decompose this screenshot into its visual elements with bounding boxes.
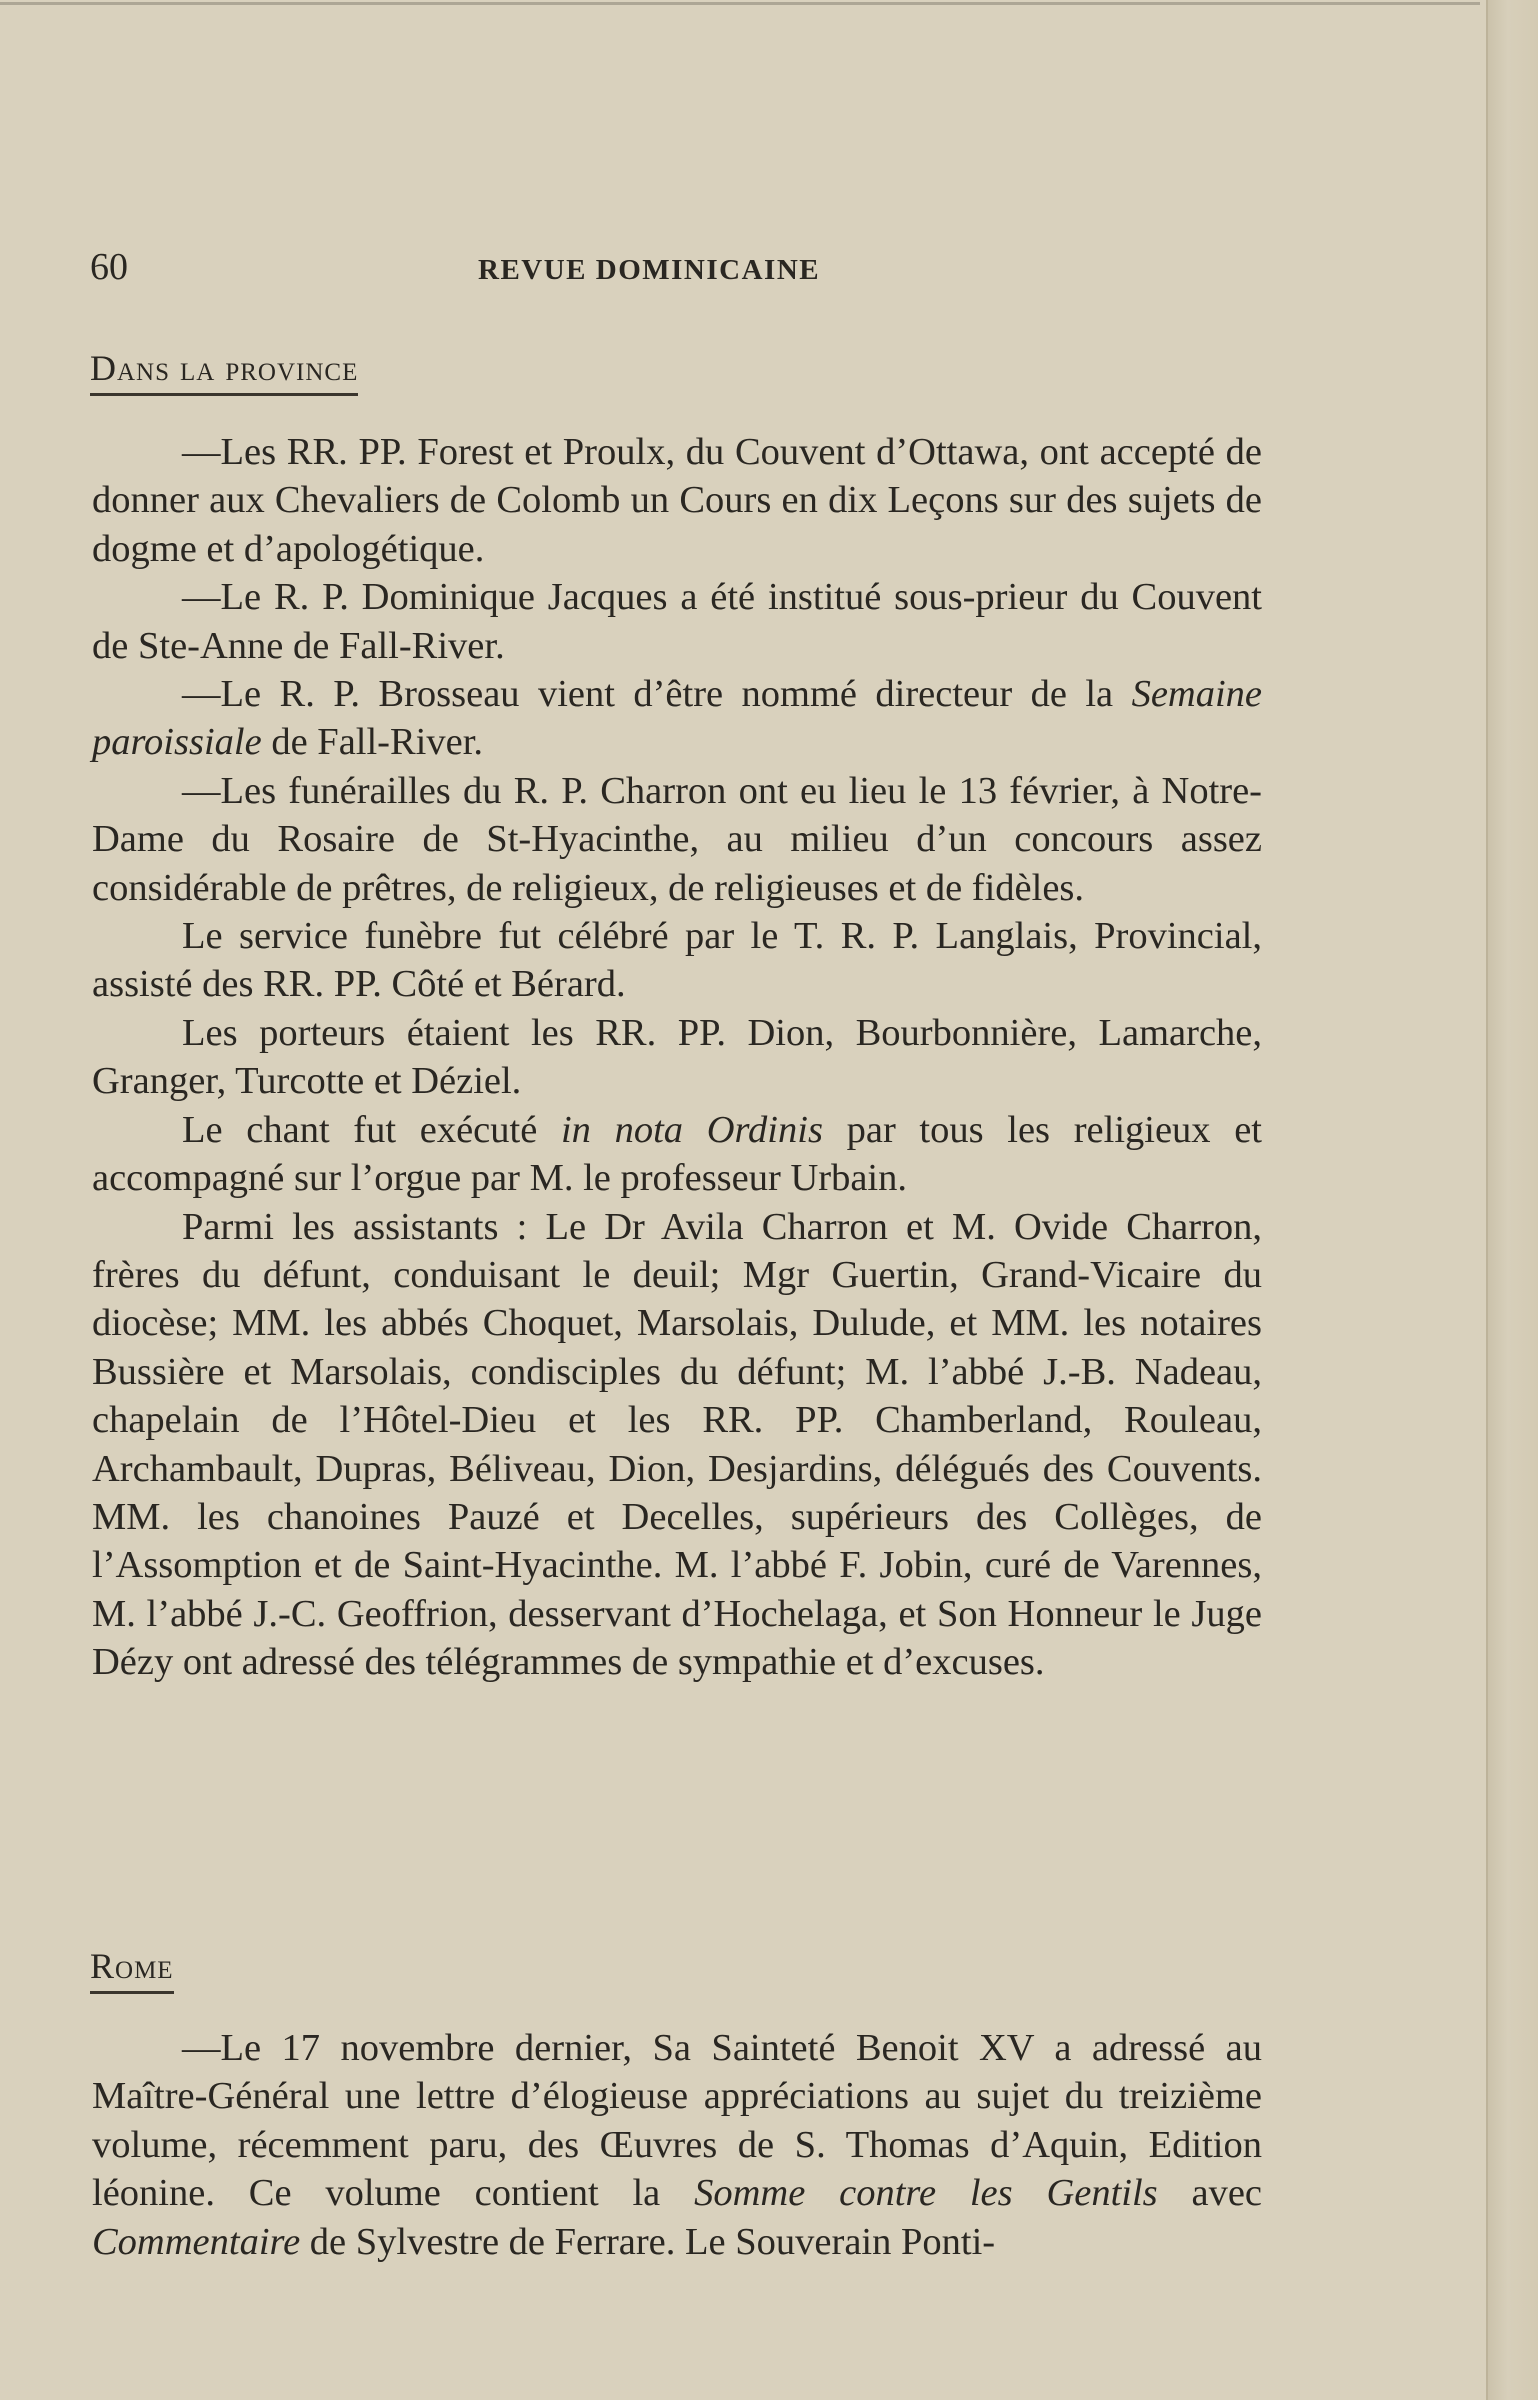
paragraph: —Le R. P. Brosseau vient d’être nommé directeur de la Semaine paroissiale de Fall-River.: [92, 673, 1262, 764]
paragraph: —Les funérailles du R. P. Charron ont eu lieu le 13 février, à Notre-Dame du Rosaire de St-Hyacinthe, au milieu d’un concours assez considérable de prêtres, de religieux, de religieuses et de fidèles.: [92, 769, 1262, 909]
paragraph: —Le 17 novembre dernier, Sa Sainteté Benoit XV a adressé au Maître-Général une lettre d’élogieuse appréciations au sujet du treizième volume, récemment paru, des Œuvres de S. Thomas d’Aquin, Edition léonine. Ce volume contient la Somme contre les Gentils avec Commentaire de Sylvestre de Ferrare. Le Souverain Ponti-: [92, 2027, 1262, 2263]
paragraph: Le service funèbre fut célébré par le T. R. P. Langlais, Provincial, assisté des RR. PP. Côté et Bérard.: [92, 915, 1262, 1006]
section-rome-body: [92, 2024, 1262, 2266]
paragraph: Les porteurs étaient les RR. PP. Dion, Bourbonnière, Lamarche, Granger, Turcotte et Déziel.: [92, 1011, 1262, 1103]
page-number: 60: [90, 246, 128, 288]
section-heading-rule: [90, 1991, 174, 1994]
section-heading-province-text: Dans la province: [90, 348, 359, 388]
page-top-edge: [0, 2, 1480, 5]
paragraph: —Le R. P. Dominique Jacques a été institué sous-prieur du Couvent de Ste-Anne de Fall-River.: [92, 576, 1262, 667]
section-heading-rome-text: Rome: [90, 1946, 174, 1986]
paragraph: Parmi les assistants : Le Dr Avila Charron et M. Ovide Charron, frères du défunt, conduisant le deuil; Mgr Guertin, Grand-Vicaire du diocèse; MM. les abbés Choquet, Marsolais, Dulude, et MM. les notaires Bussière et Marsolais, condisciples du défunt; M. l’abbé J.-B. Nadeau, chapelain de l’Hôtel-Dieu et les RR. PP. Chamberland, Rouleau, Archambault, Dupras, Béliveau, Dion, Desjardins, délégués des Couvents. MM. les chanoines Pauzé et Decelles, supérieurs des Collèges, de l’Assomption et de Saint-Hyacinthe. M. l’abbé F. Jobin, curé de Varennes, M. l’abbé J.-C. Geoffrion, desservant d’Hochelaga, et Son Honneur le Juge Dézy ont adressé des télégrammes de sympathie et d’excuses.: [92, 1205, 1262, 1684]
section-province-body: [92, 428, 1262, 1687]
section-heading-rule: [90, 393, 358, 396]
page-binding-edge: [1486, 0, 1538, 2400]
section-heading-province: [90, 350, 358, 386]
running-head: REVUE DOMINICAINE: [478, 254, 821, 286]
paragraph: Le chant fut exécuté in nota Ordinis par tous les religieux et accompagné sur l’orgue par M. le professeur Urbain.: [92, 1108, 1262, 1200]
section-heading-rome: [90, 1948, 174, 1984]
paragraph: —Les RR. PP. Forest et Proulx, du Couvent d’Ottawa, ont accepté de donner aux Chevaliers de Colomb un Cours en dix Leçons sur des sujets de dogme et d’apologétique.: [92, 431, 1262, 570]
